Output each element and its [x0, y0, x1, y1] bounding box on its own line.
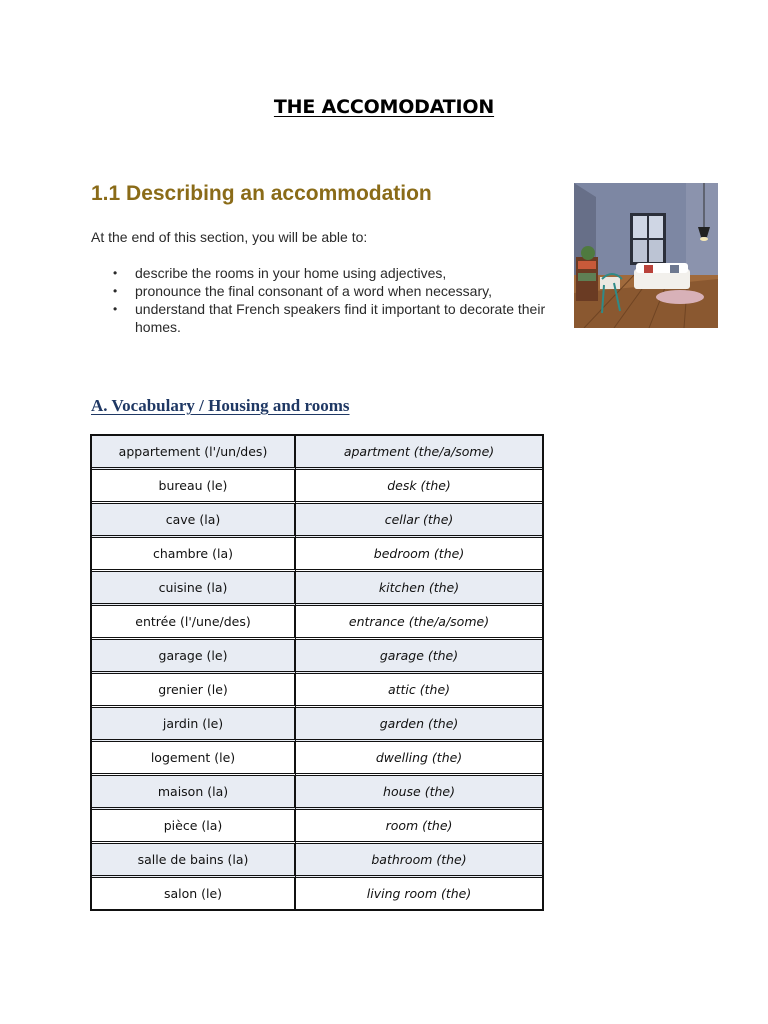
french-word-cell: chambre (la)	[92, 538, 296, 572]
table-row	[92, 470, 542, 504]
french-word-cell: logement (le)	[92, 742, 296, 776]
french-word-cell: garage (le)	[92, 640, 296, 674]
english-translation-cell: cellar (the)	[296, 504, 542, 538]
english-translation-cell: living room (the)	[366, 886, 472, 901]
english-translation-cell: house (the)	[296, 776, 542, 810]
english-translation-cell: attic (the)	[296, 674, 542, 708]
english-translation-cell: bedroom (the)	[296, 538, 542, 572]
objective-item	[91, 282, 551, 300]
document-title: THE ACCOMODATION	[273, 96, 495, 118]
section-heading: 1.1 Describing an accommodation	[91, 182, 432, 205]
bullet-icon: •	[113, 266, 118, 280]
english-translation-cell: apartment (the/a/some)	[296, 436, 542, 470]
french-word-cell: cuisine (la)	[92, 572, 296, 606]
french-word-cell: salon (le)	[92, 878, 296, 909]
english-translation-cell: kitchen (the)	[296, 572, 542, 606]
table-row	[92, 844, 542, 878]
table-row	[92, 572, 542, 606]
english-translation-cell: entrance (the/a/some)	[296, 606, 542, 640]
table-row	[92, 504, 542, 538]
intro-text: At the end of this section, you will be able to:	[91, 229, 368, 245]
objective-text: describe the rooms in your home using adjectives,	[135, 265, 447, 281]
table-row	[92, 776, 542, 810]
english-translation-cell: bathroom (the)	[296, 844, 542, 878]
bullet-icon: •	[113, 302, 118, 316]
english-translation-cell: desk (the)	[296, 470, 542, 504]
french-word-cell: bureau (le)	[92, 470, 296, 504]
french-word-cell: cave (la)	[92, 504, 296, 538]
english-translation-cell: room (the)	[296, 810, 542, 844]
english-translation-cell: dwelling (the)	[296, 742, 542, 776]
living-room-photo-icon	[574, 183, 718, 328]
table-row	[92, 742, 542, 776]
french-word-cell: jardin (le)	[92, 708, 296, 742]
french-word-cell: entrée (l'/une/des)	[92, 606, 296, 640]
table-row	[92, 878, 542, 909]
english-translation-cell: garage (the)	[296, 640, 542, 674]
french-word-cell: salle de bains (la)	[92, 844, 296, 878]
table-row	[92, 436, 542, 470]
vocab-heading: A. Vocabulary / Housing and rooms	[91, 396, 350, 415]
bullet-icon: •	[113, 284, 118, 298]
objective-item	[91, 264, 551, 282]
table-row	[92, 674, 542, 708]
french-word-cell: pièce (la)	[92, 810, 296, 844]
english-translation-cell: garden (the)	[296, 708, 542, 742]
french-word-cell: appartement (l'/un/des)	[92, 436, 296, 470]
french-word-cell: grenier (le)	[92, 674, 296, 708]
vocab-table	[90, 434, 544, 911]
table-row	[92, 538, 542, 572]
table-row	[92, 708, 542, 742]
table-row	[92, 810, 542, 844]
objectives-list	[91, 264, 551, 336]
french-word-cell: maison (la)	[92, 776, 296, 810]
objective-item	[91, 300, 551, 336]
objective-text: pronounce the final consonant of a word when necessary,	[135, 283, 492, 299]
living-room-photo	[574, 183, 718, 328]
table-row	[92, 606, 542, 640]
table-row	[92, 640, 542, 674]
objective-text: understand that French speakers find it important to decorate their homes.	[135, 301, 546, 335]
